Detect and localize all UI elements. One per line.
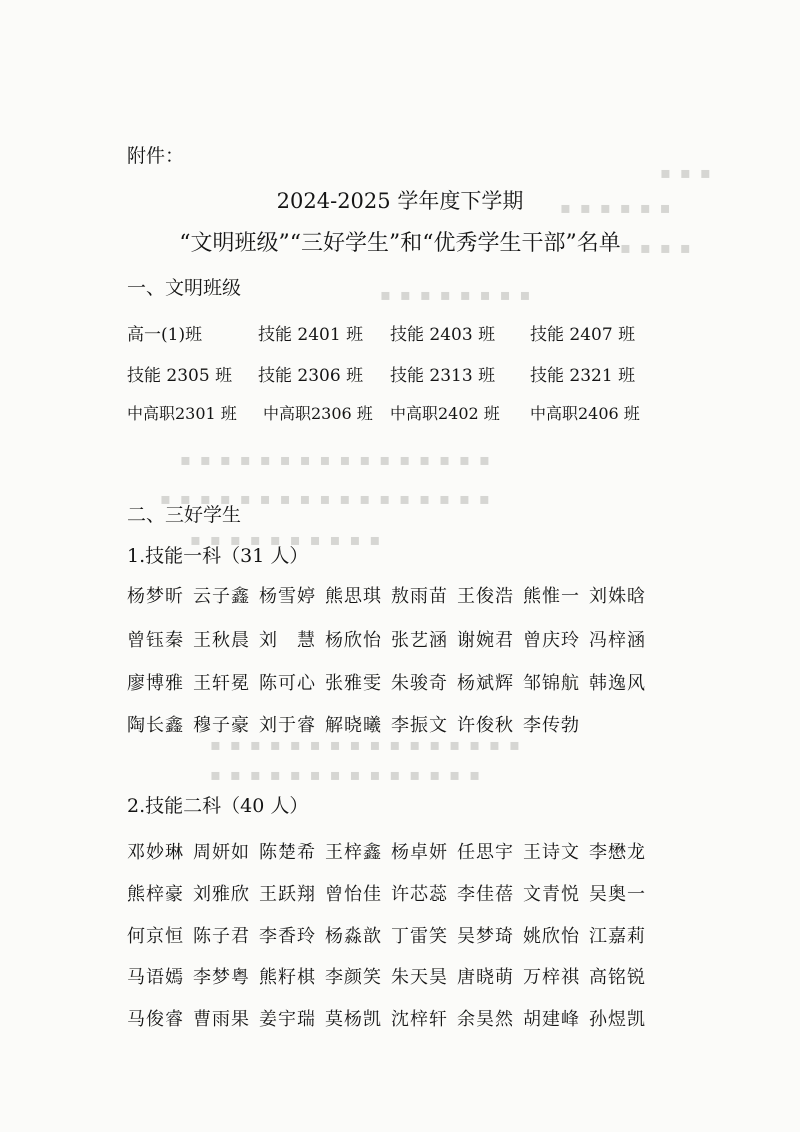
- student-name: 邹锦航: [523, 673, 580, 694]
- student-name: 刘姝晗: [589, 586, 646, 607]
- student-name: 朱骏奇: [391, 673, 448, 694]
- student-name: 陶长鑫: [127, 715, 184, 736]
- student-name: 熊思琪: [325, 586, 382, 607]
- student-name: 韩逸风: [589, 673, 646, 694]
- document-title-line1: 2024-2025 学年度下学期: [276, 189, 524, 213]
- class-name: 高一(1)班: [127, 325, 203, 345]
- student-name: 曾怡佳: [325, 884, 382, 905]
- class-name: 技能 2321 班: [530, 366, 636, 386]
- student-name: 杨雪婷: [259, 586, 316, 607]
- student-name: 杨淼歆: [325, 926, 382, 947]
- student-name: 许俊秋: [457, 715, 514, 736]
- student-name: 丁雷笑: [391, 926, 448, 947]
- class-name: 中高职2402 班: [390, 404, 500, 423]
- student-name: 李懋龙: [589, 842, 646, 863]
- student-name: 熊惟一: [523, 586, 580, 607]
- student-name: 杨梦昕: [127, 586, 184, 607]
- student-name: 朱天昊: [391, 967, 448, 988]
- class-name: 技能 2306 班: [258, 366, 364, 386]
- student-name: 万梓祺: [523, 967, 580, 988]
- group-label-skill-dept-2: 2.技能二科（40 人）: [127, 795, 309, 817]
- class-name: 中高职2406 班: [530, 404, 640, 423]
- class-name: 中高职2306 班: [263, 404, 373, 423]
- student-name: 余昊然: [457, 1009, 514, 1030]
- class-name: 技能 2313 班: [390, 366, 496, 386]
- student-name: 邓妙琳: [127, 842, 184, 863]
- student-name: 刘于睿: [259, 715, 316, 736]
- student-name: 马俊睿: [127, 1009, 184, 1030]
- student-name: 陈子君: [193, 926, 250, 947]
- attachment-label: 附件：: [127, 145, 185, 167]
- student-name: 唐晓萌: [457, 967, 514, 988]
- student-name: 许芯蕊: [391, 884, 448, 905]
- student-name: 王诗文: [523, 842, 580, 863]
- student-name: 周妍如: [193, 842, 250, 863]
- student-name: 李振文: [391, 715, 448, 736]
- student-name: 解晓曦: [325, 715, 382, 736]
- student-name: 李佳蓓: [457, 884, 514, 905]
- student-name: 江嘉莉: [589, 926, 646, 947]
- student-name: 刘雅欣: [193, 884, 250, 905]
- group-label-skill-dept-1: 1.技能一科（31 人）: [127, 545, 309, 567]
- student-name: 吴梦琦: [457, 926, 514, 947]
- student-name: 刘 慧: [259, 630, 316, 651]
- student-name: 张艺涵: [391, 630, 448, 651]
- student-name: 杨斌辉: [457, 673, 514, 694]
- student-name: 李传勃: [523, 715, 580, 736]
- student-name: 陈楚希: [259, 842, 316, 863]
- student-name: 熊籽棋: [259, 967, 316, 988]
- student-name: 孙煜凯: [589, 1009, 646, 1030]
- student-name: 曾庆玲: [523, 630, 580, 651]
- student-name: 莫杨凯: [325, 1009, 382, 1030]
- student-name: 王秋晨: [193, 630, 250, 651]
- student-name: 李香玲: [259, 926, 316, 947]
- student-name: 姜宇瑞: [259, 1009, 316, 1030]
- student-name: 李梦粤: [193, 967, 250, 988]
- document-title-line2: “文明班级”“三好学生”和“优秀学生干部”名单: [179, 231, 621, 256]
- student-name: 王俊浩: [457, 586, 514, 607]
- section-heading-civilized-classes: 一、文明班级: [127, 277, 242, 299]
- student-name: 李颜笑: [325, 967, 382, 988]
- class-name: 技能 2401 班: [258, 325, 364, 345]
- student-name: 穆子豪: [193, 715, 250, 736]
- student-name: 王梓鑫: [325, 842, 382, 863]
- document-page: ▪ ▪ ▪ ▪ ▪ ▪ ▪ ▪ ▪ ▪ ▪ ▪ ▪ ▪ ▪ ▪ ▪ ▪ ▪ ▪ ▪ ▪ ▪ ▪ ▪ ▪ ▪ ▪ ▪ ▪ ▪ ▪ ▪ ▪ ▪ ▪ ▪ ▪ ▪ ▪ ▪ ▪ ▪ ▪ ▪ ▪ ▪ ▪ ▪ ▪ ▪ ▪ ▪ ▪ ▪ ▪ ▪ ▪ ▪ ▪ ▪ ▪ ▪ ▪ ▪ ▪ ▪ ▪ ▪ ▪ ▪ ▪ ▪ ▪ ▪ ▪ ▪ ▪ ▪ ▪ ▪ ▪ ▪ ▪ ▪ ▪ ▪ ▪ ▪ ▪ ▪ ▪ ▪ ▪ 附件： 2024-2025 学年度下学期 “文明班级”“三好学生”和“优秀学生干部”名单 一、文明班级 高一(1)班 技能 2401 班 技能 2403 班 技能 2407 班 技能 2305 班 技能 2306 班 技能 2313 班 技能 2321 班 中高职2301 班 中高职2306 班 中高职2402 班 中高职2406 班 二、三好学生 1.技能一科（31 人） 杨梦昕 云子鑫 杨雪婷 熊思琪 敖雨苗 王俊浩 熊惟一 刘姝晗 曾钰秦 王秋晨 刘 慧 杨欣怡 张艺涵 谢婉君 曾庆玲 冯梓涵 廖博雅 王轩冕 陈可心 张雅雯 朱骏奇 杨斌辉 邹锦航 韩逸风 陶长鑫 穆子豪 刘于睿 解晓曦 李振文 许俊秋 李传勃 2.技能二科（40 人） 邓妙琳 周妍如 陈楚希 王梓鑫 杨卓妍 任思宇 王诗文 李懋龙 熊梓豪 刘雅欣 王跃翔 曾怡佳 许芯蕊 李佳蓓 文青悦 吴奥一 何京恒 陈子君 李香玲 杨淼歆 丁雷笑 吴梦琦 姚欣怡 江嘉莉 马语嫣 李梦粤 熊籽棋 李颜笑 朱天昊 唐晓萌 万梓祺 高铭锐 马俊睿 曹雨果 姜宇瑞 莫杨凯 沈梓轩 余昊然 胡建峰 孙煜凯: [0, 0, 800, 1132]
- class-name: 中高职2301 班: [127, 404, 237, 423]
- student-name: 任思宇: [457, 842, 514, 863]
- student-name: 杨卓妍: [391, 842, 448, 863]
- student-name: 冯梓涵: [589, 630, 646, 651]
- class-name: 技能 2403 班: [390, 325, 496, 345]
- student-name: 曾钰秦: [127, 630, 184, 651]
- student-name: 熊梓豪: [127, 884, 184, 905]
- student-name: 马语嫣: [127, 967, 184, 988]
- student-name: 姚欣怡: [523, 926, 580, 947]
- student-name: 何京恒: [127, 926, 184, 947]
- student-name: 敖雨苗: [391, 586, 448, 607]
- student-name: 谢婉君: [457, 630, 514, 651]
- student-name: 高铭锐: [589, 967, 646, 988]
- student-name: 吴奥一: [589, 884, 646, 905]
- student-name: 曹雨果: [193, 1009, 250, 1030]
- student-name: 张雅雯: [325, 673, 382, 694]
- student-name: 胡建峰: [523, 1009, 580, 1030]
- student-name: 沈梓轩: [391, 1009, 448, 1030]
- student-name: 王轩冕: [193, 673, 250, 694]
- student-name: 陈可心: [259, 673, 316, 694]
- student-name: 杨欣怡: [325, 630, 382, 651]
- section-heading-three-good-students: 二、三好学生: [127, 504, 242, 526]
- class-name: 技能 2305 班: [127, 366, 233, 386]
- student-name: 文青悦: [523, 884, 580, 905]
- student-name: 廖博雅: [127, 673, 184, 694]
- student-name: 王跃翔: [259, 884, 316, 905]
- student-name: 云子鑫: [193, 586, 250, 607]
- class-name: 技能 2407 班: [530, 325, 636, 345]
